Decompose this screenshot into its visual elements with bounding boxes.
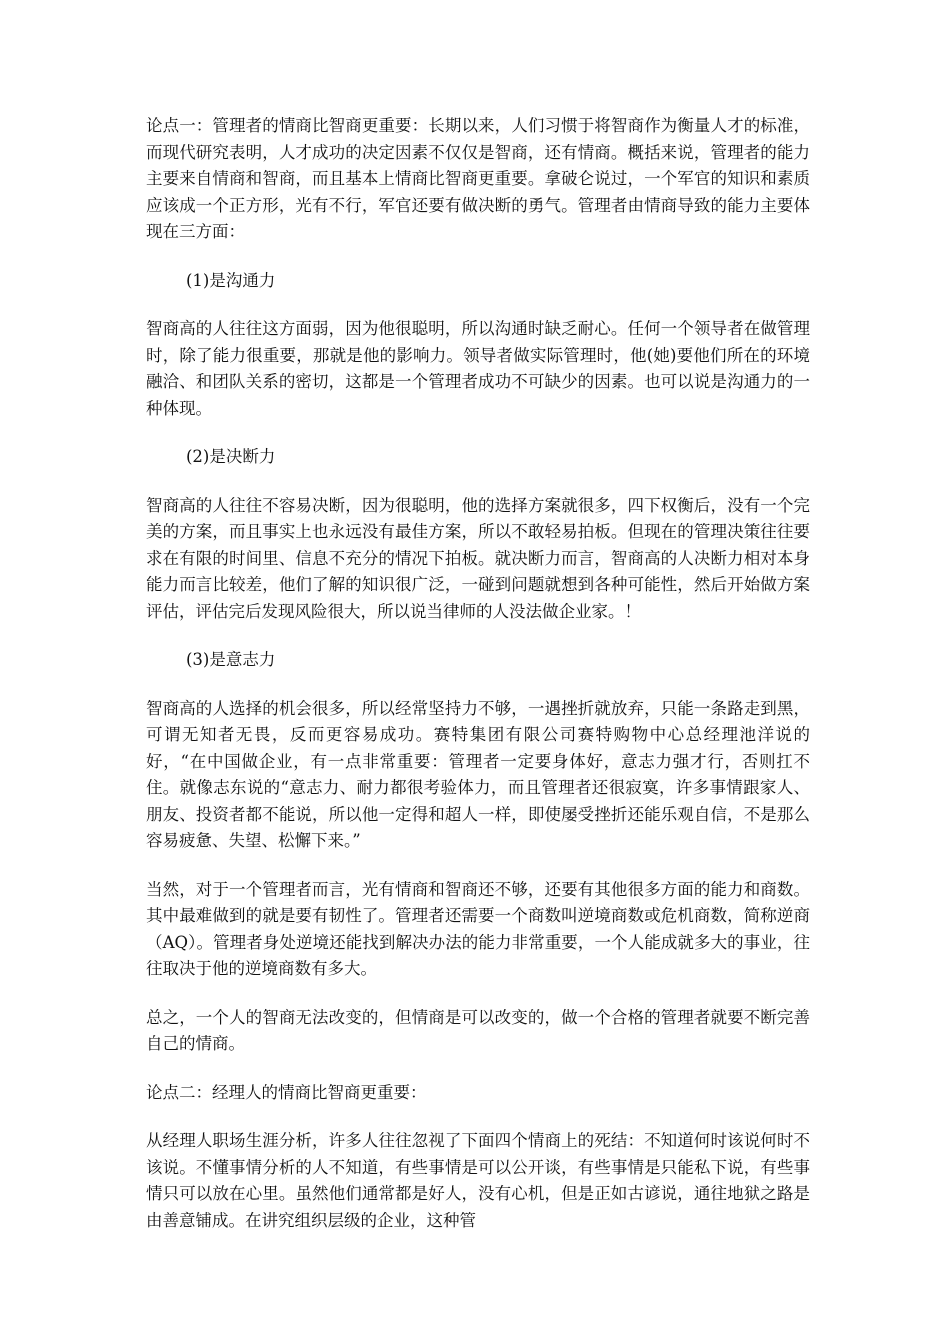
subheading-willpower: (3)是意志力 xyxy=(186,650,276,669)
paragraph-adversity-quotient: 当然，对于一个管理者而言，光有情商和智商还不够，还要有其他很多方面的能力和商数。其中最难做到的就是要有韧性了。管理者还需要一个商数叫逆境商数或危机商数，简称逆商（AQ）。管理者身处逆境还能找到解决办法的能力非常重要，一个人能成就多大的事业，往往取决于他的逆境商数有多大。 xyxy=(146,879,810,978)
paragraph-willpower: 智商高的人选择的机会很多，所以经常坚持力不够，一遇挫折就放弃，只能一条路走到黑，可谓无知者无畏，反而更容易成功。赛特集团有限公司赛特购物中心总经理池洋说的好，“在中国做企业，有一点非常重要：管理者一定要身体好，意志力强才行，否则扛不住。就像志东说的“意志力、耐力都很考验体力，而且管理者还很寂寞，许多事情跟家人、朋友、投资者都不能说，所以他一定得和超人一样，即使屡受挫折还能乐观自信，不是那么容易疲惫、失望、松懈下来。” xyxy=(146,698,810,850)
subheading-communication: (1)是沟通力 xyxy=(186,270,276,290)
subheading-decisiveness: (2)是决断力 xyxy=(186,447,276,466)
paragraph-decisiveness: 智商高的人往往不容易决断，因为很聪明，他的选择方案就很多，四下权衡后，没有一个完美的方案，而且事实上也永远没有最佳方案，所以不敢轻易拍板。但现在的管理决策往往要求在有限的时间里、信息不充分的情况下拍板。就决断力而言，智商高的人决断力相对本身能力而言比较差，他们了解的知识很广泛，一碰到问题就想到各种可能性，然后开始做方案评估，评估完后发现风险很大，所以说当律师的人没法做企业家。！ xyxy=(146,495,810,621)
document-body xyxy=(146,113,810,1256)
paragraph-career-analysis: 从经理人职场生涯分析，许多人往往忽视了下面四个情商上的死结：不知道何时该说何时不该说。不懂事情分析的人不知道，有些事情是可以公开谈，有些事情是只能私下说，有些事情只可以放在心里。虽然他们通常都是好人，没有心机，但是正如古谚说，通往地狱之路是由善意铺成。在讲究组织层级的企业，这种管 xyxy=(146,1131,810,1230)
paragraph-argument-one: 论点一：管理者的情商比智商更重要：长期以来，人们习惯于将智商作为衡量人才的标准，而现代研究表明，人才成功的决定因素不仅仅是智商，还有情商。概括来说，管理者的能力主要来自情商和智商，而且基本上情商比智商更重要。拿破仑说过，一个军官的知识和素质应该成一个正方形，光有不行，军官还要有做决断的勇气。管理者由情商导致的能力主要体现在三方面： xyxy=(146,116,810,241)
paragraph-communication: 智商高的人往往这方面弱，因为他很聪明，所以沟通时缺乏耐心。任何一个领导者在做管理时，除了能力很重要，那就是他的影响力。领导者做实际管理时，他(她)要他们所在的环境融洽、和团队关系的密切，这都是一个管理者成功不可缺少的因素。也可以说是沟通力的一种体现。 xyxy=(146,319,810,418)
paragraph-conclusion: 总之，一个人的智商无法改变的，但情商是可以改变的，做一个合格的管理者就要不断完善自己的情商。 xyxy=(146,1007,810,1053)
paragraph-argument-two: 论点二：经理人的情商比智商更重要： xyxy=(146,1082,427,1102)
